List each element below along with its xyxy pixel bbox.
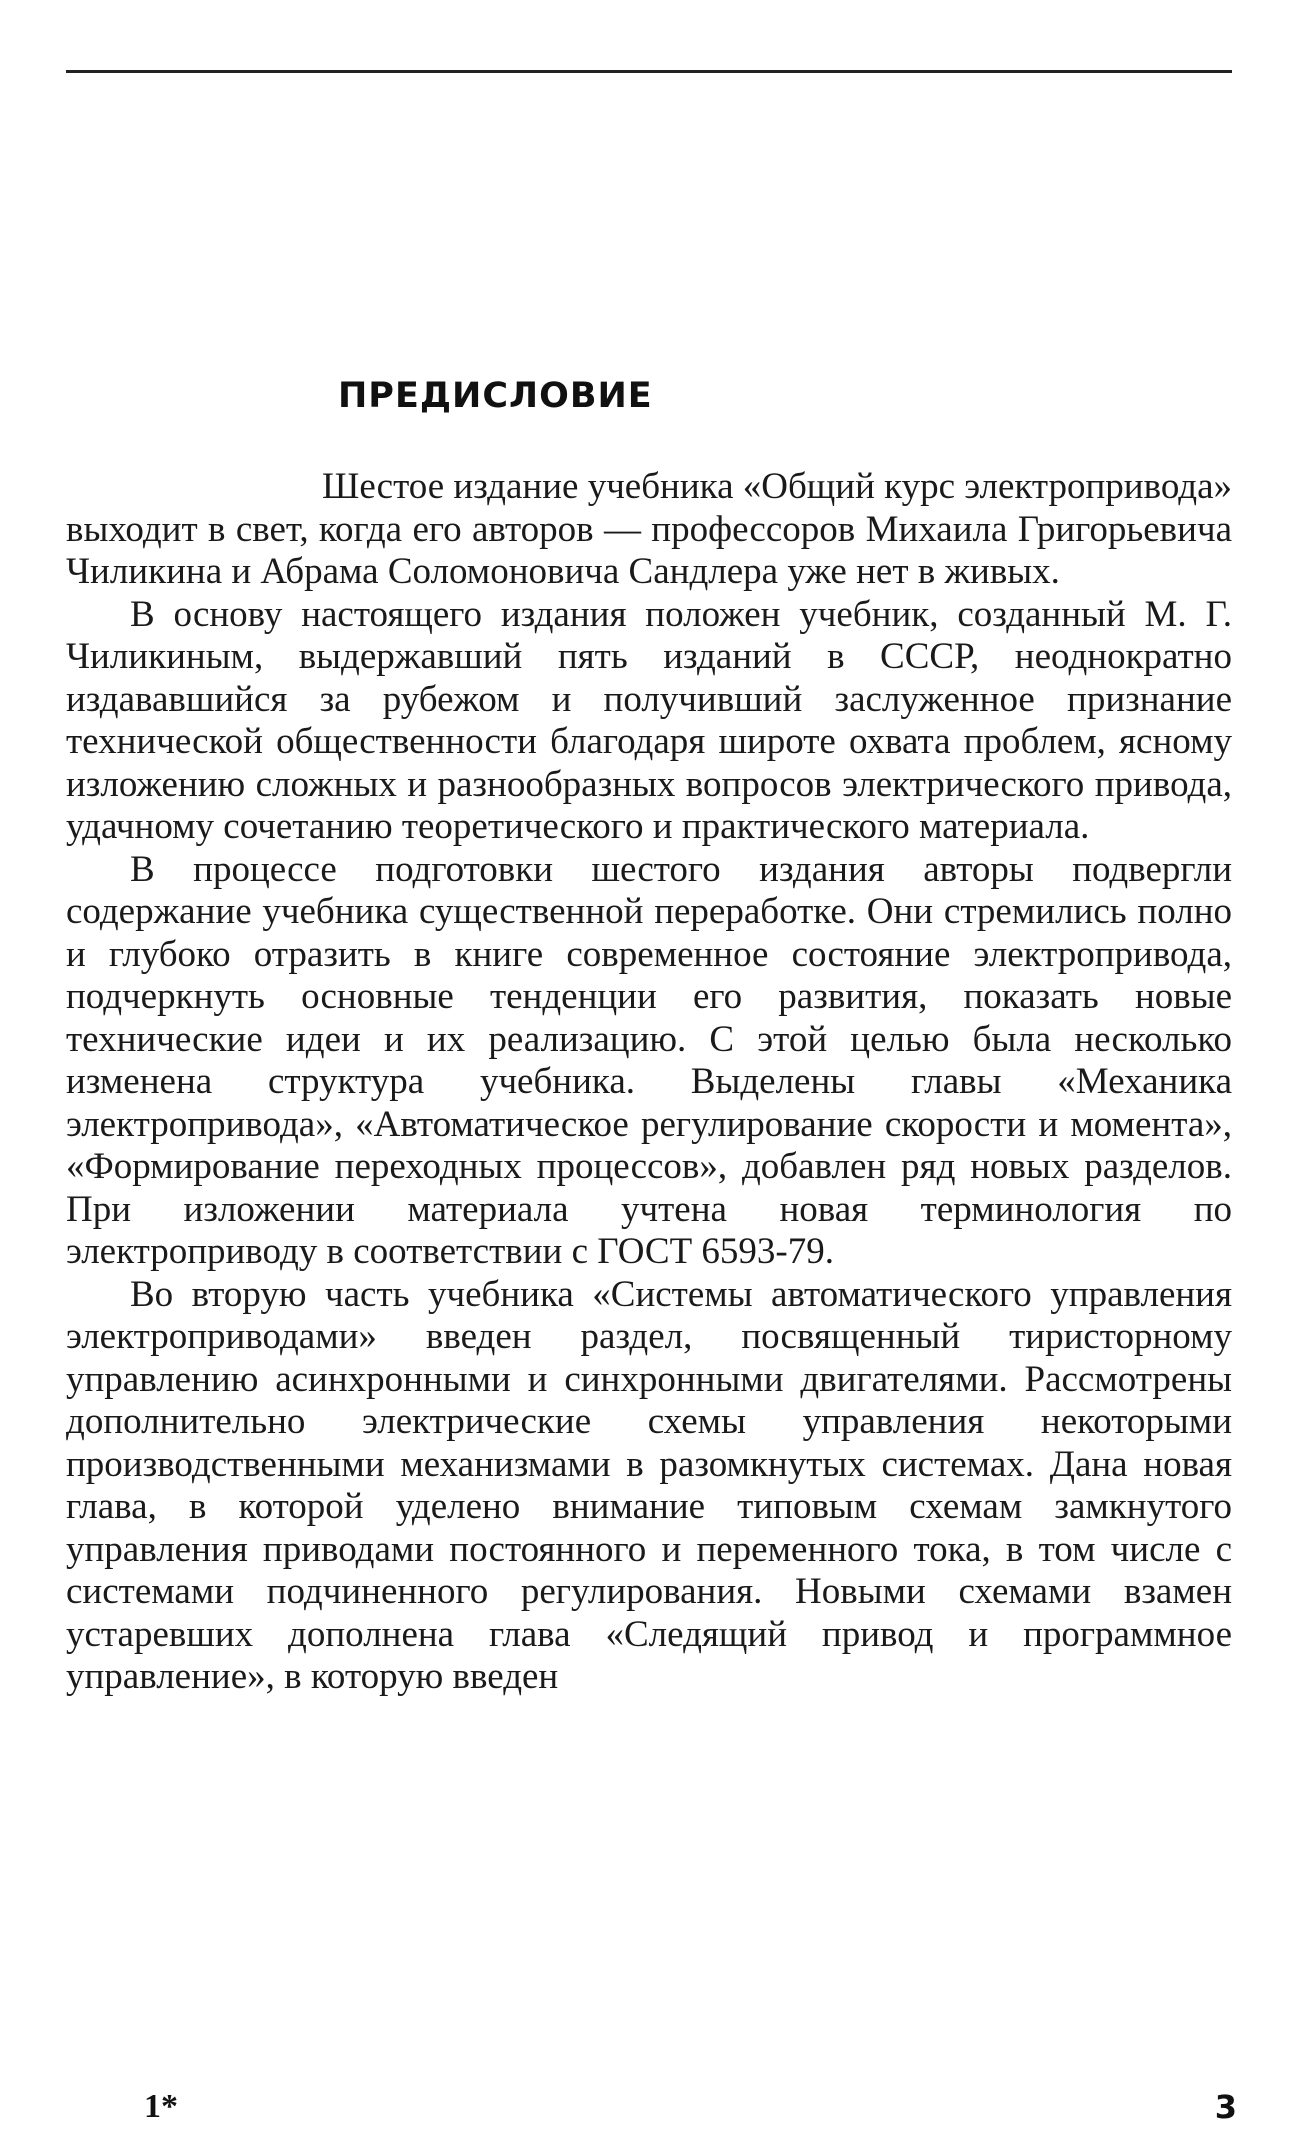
page-title: ПРЕДИСЛОВИЕ bbox=[338, 376, 653, 416]
paragraph: В процессе подготовки шестого издания авторы подвергли содержание учебника существенной переработке. Они стремились полно и глубоко отразить в книге современное состояние электропривода, подчеркнуть основные тенденции его развития, показать новые технические идеи и их реализацию. С этой целью была несколько изменена структура учебника. Выделены главы «Механика электропривода», «Автоматическое регулирование скорости и момента», «Формирование переходных процессов», добавлен ряд новых разделов. При изложении материала учтена новая терминология по электроприводу в соответствии с ГОСТ 6593-79. bbox=[66, 848, 1232, 1272]
page-number: 3 bbox=[1214, 2088, 1237, 2126]
paragraph: Шестое издание учебника «Общий курс электропривода» выходит в свет, когда его авторов — профессоров Михаила Григорьевича Чиликина и Абрама Соломоновича Сандлера уже нет в живых. bbox=[66, 466, 1232, 592]
signature-mark: 1* bbox=[144, 2088, 178, 2125]
paragraph: В основу настоящего издания положен учебник, созданный М. Г. Чиликиным, выдержавший пять изданий в СССР, неоднократно издававшийся за рубежом и получивший заслуженное признание технической общественности благодаря широте охвата проблем, ясному изложению сложных и разнообразных вопросов электрического привода, удачному сочетанию теоретического и практического материала. bbox=[66, 593, 1232, 847]
top-rule bbox=[66, 70, 1232, 73]
paragraph: Во вторую часть учебника «Системы автоматического управления электроприводами» введен раздел, посвященный тиристорному управлению асинхронными и синхронными двигателями. Рассмотрены дополнительно электрические схемы управления некоторыми производственными механизмами в разомкнутых системах. Дана новая глава, в которой уделено внимание типовым схемам замкнутого управления приводами постоянного и переменного тока, в том числе с системами подчиненного регулирования. Новыми схемами взамен устаревших дополнена глава «Следящий привод и программное управление», в которую введен bbox=[66, 1273, 1232, 1697]
body-text bbox=[66, 466, 1232, 1699]
